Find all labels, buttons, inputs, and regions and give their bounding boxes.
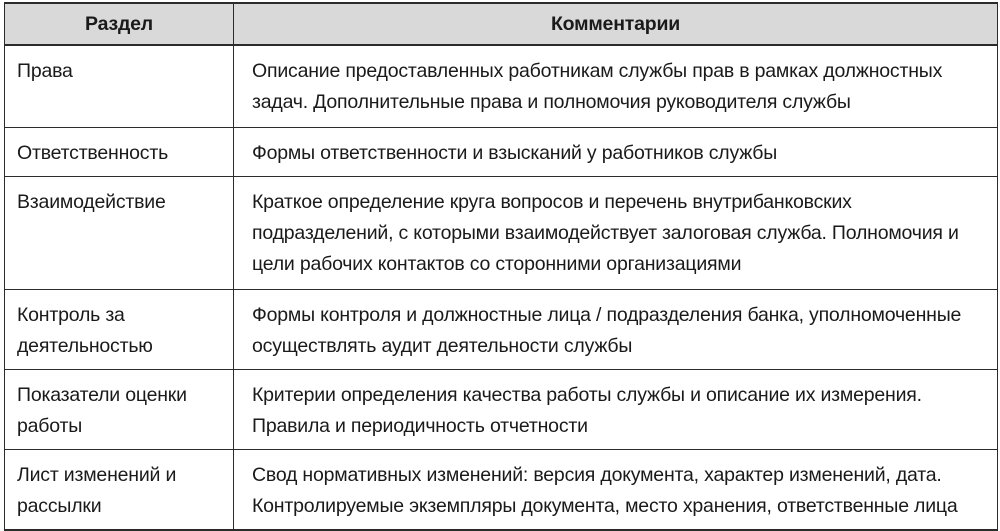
table-body — [5, 45, 998, 530]
table-row — [5, 449, 998, 530]
table-row — [5, 45, 998, 127]
section-cell — [5, 127, 234, 176]
comment-text: Описание предоставленных работникам службы прав в рамках должностных задач. Дополнительные права и полномочия руководителя службы — [252, 60, 943, 113]
table-row — [5, 127, 998, 176]
header-section: Раздел — [5, 3, 234, 45]
section-text: Взаимодействие — [17, 190, 166, 213]
comment-text: Формы ответственности и взысканий у работников службы — [252, 141, 778, 164]
section-cell — [5, 45, 234, 127]
comment-cell — [234, 449, 998, 530]
section-text: Лист изменений и рассылки — [17, 463, 177, 517]
table-row — [5, 176, 998, 289]
section-text: Ответственность — [17, 141, 169, 164]
sections-table — [4, 2, 998, 531]
header-comments: Комментарии — [234, 3, 998, 45]
section-cell — [5, 176, 234, 289]
comment-cell — [234, 369, 998, 449]
section-cell — [5, 289, 234, 369]
table-row — [5, 289, 998, 369]
comment-text: Свод нормативных изменений: версия документа, характер изменений, дата. Контролируемые экземпляры документа, место хранения, ответственные лица — [252, 463, 958, 517]
section-cell — [5, 449, 234, 530]
comment-text: Формы контроля и должностные лица / подразделения банка, уполномоченные осуществлять аудит деятельности службы — [252, 303, 962, 357]
section-cell — [5, 369, 234, 449]
section-text: Права — [17, 60, 73, 82]
comment-cell — [234, 45, 998, 127]
comment-cell — [234, 176, 998, 289]
comment-cell — [234, 127, 998, 176]
comment-cell — [234, 289, 998, 369]
comment-text: Краткое определение круга вопросов и перечень внутрибанковских подразделений, с которыми взаимодействует залоговая служба. Полномочия и цели рабочих контактов со сторонними организациями — [252, 190, 959, 275]
table-header — [5, 3, 998, 45]
comment-text: Критерии определения качества работы службы и описание их измерения. Правила и периодичность отчетности — [252, 383, 922, 437]
section-text: Контроль за деятельностью — [17, 303, 153, 357]
document-table-wrapper — [4, 2, 997, 531]
table-row — [5, 369, 998, 449]
section-text: Показатели оценки работы — [17, 383, 187, 437]
header-row — [5, 3, 998, 45]
